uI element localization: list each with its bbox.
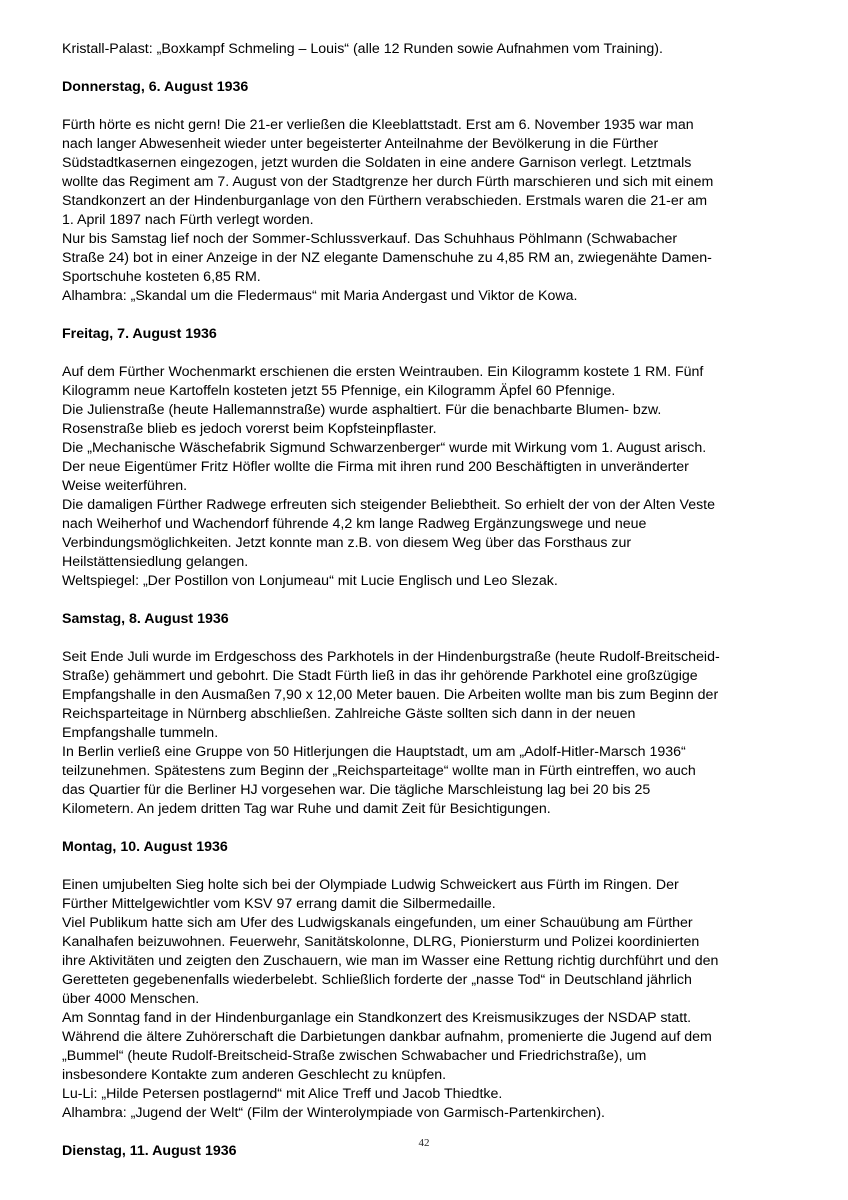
text-line: Reichsparteitage in Nürnberg abschließen. Zahlreiche Gäste sollten sich dann in der neuen xyxy=(62,706,636,722)
text-line: teilzunehmen. Spätestens zum Beginn der „Reichsparteitage“ wollte man in Fürth eintreffen, wo auch xyxy=(62,763,696,779)
text-line: Fürth hörte es nicht gern! Die 21-er verließen die Kleeblattstadt. Erst am 6. November 1935 war man xyxy=(62,117,694,133)
text-line: Verbindungsmöglichkeiten. Jetzt konnte man z.B. von diesem Weg über das Forsthaus zur xyxy=(62,535,632,551)
text-line: Die Julienstraße (heute Hallemannstraße) wurde asphaltiert. Für die benachbarte Blumen- bzw. xyxy=(62,402,662,418)
text-line: Alhambra: „Skandal um die Fledermaus“ mit Maria Andergast und Viktor de Kowa. xyxy=(62,288,578,304)
entry-date-heading: Samstag, 8. August 1936 xyxy=(62,611,229,627)
text-line: Kilogramm neue Kartoffeln kosteten jetzt 55 Pfennige, ein Kilogramm Äpfel 60 Pfennige. xyxy=(62,383,616,399)
text-line: Seit Ende Juli wurde im Erdgeschoss des Parkhotels in der Hindenburgstraße (heute Rudolf-Breitscheid- xyxy=(62,649,720,665)
text-line: Südstadtkasernen eingezogen, jetzt wurden die Soldaten in eine andere Garnison verlegt. Letztmals xyxy=(62,155,692,171)
text-line: wollte das Regiment am 7. August von der Stadtgrenze her durch Fürth marschieren und sich mit einem xyxy=(62,174,714,190)
text-line: nach Weiherhof und Wachendorf führende 4,2 km lange Radweg Ergänzungswege und neue xyxy=(62,516,647,532)
text-line: Straße) gehämmert und gebohrt. Die Stadt Fürth ließ in das ihr gehörende Parkhotel eine großzügige xyxy=(62,668,698,684)
text-line: insbesondere Kontakte zum anderen Geschlecht zu knüpfen. xyxy=(62,1067,447,1083)
text-line: Kanalhafen beizuwohnen. Feuerwehr, Sanitätskolonne, DLRG, Pioniersturm und Polizei koordinierten xyxy=(62,934,700,950)
page-number: 42 xyxy=(418,1137,430,1149)
text-line: Lu-Li: „Hilde Petersen postlagernd“ mit Alice Treff und Jacob Thiedtke. xyxy=(62,1086,503,1102)
text-line: Standkonzert an der Hindenburganlage von den Fürthern verabschieden. Erstmals waren die 21-er am xyxy=(62,193,708,209)
text-line: Auf dem Fürther Wochenmarkt erschienen die ersten Weintrauben. Ein Kilogramm kostete 1 RM. Fünf xyxy=(62,364,704,380)
diary-entry xyxy=(62,325,792,591)
text-line: Alhambra: „Jugend der Welt“ (Film der Winterolympiade von Garmisch-Partenkirchen). xyxy=(62,1105,605,1121)
diary-entry xyxy=(62,78,792,306)
text-line: ihre Aktivitäten und zeigten den Zuschauern, wie man im Wasser eine Rettung richtig durchführt und den xyxy=(62,953,719,969)
document-page xyxy=(62,40,792,1180)
text-line: Am Sonntag fand in der Hindenburganlage ein Standkonzert des Kreismusikzuges der NSDAP statt. xyxy=(62,1010,692,1026)
text-line: Sportschuhe kosteten 6,85 RM. xyxy=(62,269,261,285)
text-line: Während die ältere Zuhörerschaft die Darbietungen dankbar aufnahm, promenierte die Jugend auf dem xyxy=(62,1029,712,1045)
text-line: In Berlin verließ eine Gruppe von 50 Hitlerjungen die Hauptstadt, um am „Adolf-Hitler-Marsch 1936“ xyxy=(62,744,686,760)
diary-sections xyxy=(62,78,792,1161)
intro-paragraph: Kristall-Palast: „Boxkampf Schmeling – Louis“ (alle 12 Runden sowie Aufnahmen vom Training). xyxy=(62,41,663,57)
text-line: Die „Mechanische Wäschefabrik Sigmund Schwarzenberger“ wurde mit Wirkung vom 1. August arisch. xyxy=(62,440,707,456)
text-line: Empfangshalle tummeln. xyxy=(62,725,219,741)
entry-date-heading: Freitag, 7. August 1936 xyxy=(62,326,217,342)
entry-date-heading: Donnerstag, 6. August 1936 xyxy=(62,79,249,95)
text-line: Straße 24) bot in einer Anzeige in der NZ elegante Damenschuhe zu 4,85 RM an, zwiegenähte Damen- xyxy=(62,250,712,266)
text-line: Viel Publikum hatte sich am Ufer des Ludwigskanals eingefunden, um einer Schauübung am Fürther xyxy=(62,915,693,931)
text-line: Empfangshalle in den Ausmaßen 7,90 x 12,00 Meter bauen. Die Arbeiten wollte man bis zum Beginn der xyxy=(62,687,719,703)
text-line: 1. April 1897 nach Fürth verlegt worden. xyxy=(62,212,314,228)
text-line: Fürther Mittelgewichtler vom KSV 97 errang damit die Silbermedaille. xyxy=(62,896,496,912)
text-line: Die damaligen Fürther Radwege erfreuten sich steigender Beliebtheit. So erhielt der von der Alten Veste xyxy=(62,497,716,513)
diary-entry xyxy=(62,610,792,819)
text-line: über 4000 Menschen. xyxy=(62,991,200,1007)
entry-date-heading: Montag, 10. August 1936 xyxy=(62,839,228,855)
text-line: „Bummel“ (heute Rudolf-Breitscheid-Straße zwischen Schwabacher und Friedrichstraße), um xyxy=(62,1048,647,1064)
text-line: Geretteten gegebenenfalls wiederbelebt. Schließlich forderte der „nasse Tod“ in Deutschland jährlich xyxy=(62,972,692,988)
entry-date-heading: Dienstag, 11. August 1936 xyxy=(62,1143,237,1159)
text-line: Weltspiegel: „Der Postillon von Lonjumeau“ mit Lucie Englisch und Leo Slezak. xyxy=(62,573,558,589)
text-line: Kilometern. An jedem dritten Tag war Ruhe und damit Zeit für Besichtigungen. xyxy=(62,801,551,817)
text-line: Nur bis Samstag lief noch der Sommer-Schlussverkauf. Das Schuhhaus Pöhlmann (Schwabacher xyxy=(62,231,678,247)
text-line: Weise weiterführen. xyxy=(62,478,188,494)
text-line: Einen umjubelten Sieg holte sich bei der Olympiade Ludwig Schweickert aus Fürth im Ringen. Der xyxy=(62,877,679,893)
text-line: das Quartier für die Berliner HJ vorgesehen war. Die tägliche Marschleistung lag bei 20 bis 25 xyxy=(62,782,651,798)
text-line: Heilstättensiedlung gelangen. xyxy=(62,554,249,570)
text-line: nach langer Abwesenheit wieder unter begeisterter Anteilnahme der Bevölkerung in die Fürther xyxy=(62,136,659,152)
text-line: Der neue Eigentümer Fritz Höfler wollte die Firma mit ihren rund 200 Beschäftigten in unveränderter xyxy=(62,459,689,475)
diary-entry xyxy=(62,838,792,1123)
text-line: Rosenstraße blieb es jedoch vorerst beim Kopfsteinpflaster. xyxy=(62,421,437,437)
